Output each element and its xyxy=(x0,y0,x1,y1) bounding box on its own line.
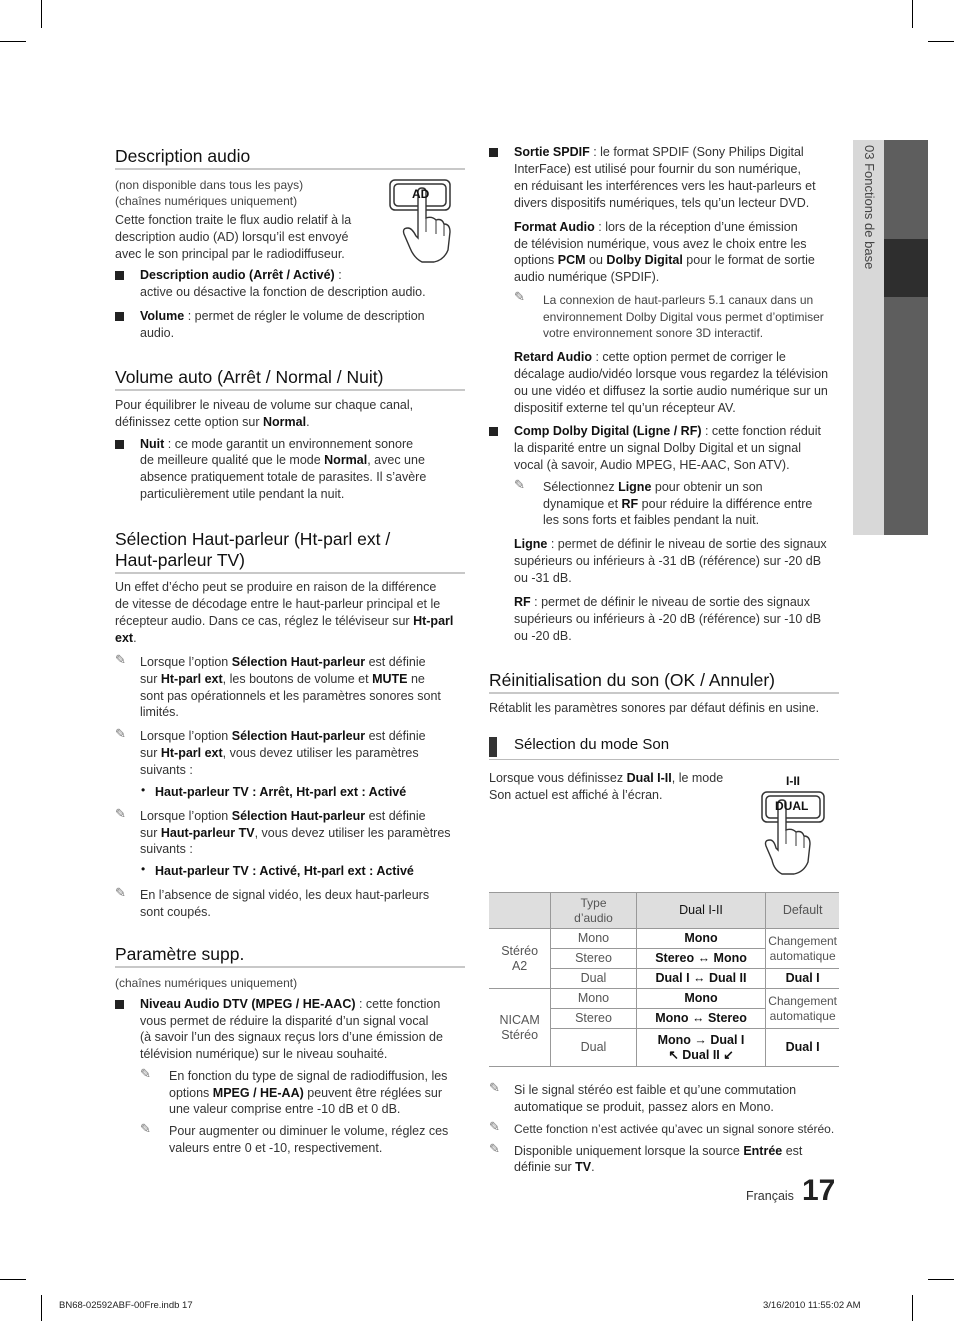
footer-file-info: BN68-02592ABF-00Fre.indb 17 xyxy=(59,1300,193,1311)
table-cell: Mono xyxy=(551,989,637,1009)
paragraph-line: récepteur audio. Dans ce cas, réglez le téléviseur sur Ht-parl xyxy=(115,614,454,628)
crop-mark xyxy=(41,0,42,28)
paragraph-line: définissez cette option sur Normal. xyxy=(115,415,310,429)
sub-item-text: ou -20 dB. xyxy=(514,629,572,643)
sub-item: Format Audio : lors de la réception d’une émission xyxy=(514,220,798,234)
note-line: Si le signal stéréo est faible et qu’une commutation xyxy=(514,1083,797,1097)
bullet-square xyxy=(115,312,124,321)
note-pencil-icon: ✎ xyxy=(489,1119,500,1134)
sub-item-text: ou une vidéo et diffusez la sortie audio numérique sur un xyxy=(514,384,828,398)
table-cell: Dual I xyxy=(766,1029,839,1067)
sub-item-text: supérieurs ou inférieurs à -31 dB (référence) sur -20 dB xyxy=(514,554,822,568)
note-line: une valeur comprise entre -10 dB et 0 dB. xyxy=(169,1102,401,1116)
table-group-label: Stéréo A2 xyxy=(489,929,551,989)
crop-mark xyxy=(41,1295,42,1321)
note-line: environnement Dolby Digital vous permet d’optimiser xyxy=(543,310,824,324)
table-cell: Stereo xyxy=(551,1009,637,1029)
crop-mark xyxy=(0,1279,26,1280)
list-item-text: absence pratiquement totale de parasites. Il s’avère xyxy=(140,470,427,484)
list-item-text: la disparité entre un signal Dolby Digital et un signal xyxy=(514,441,801,455)
list-item: Nuit : ce mode garantit un environnement sonore xyxy=(140,437,414,451)
note-line: sur Ht-parl ext, les boutons de volume et MUTE ne xyxy=(140,672,425,686)
section-title-volume-auto: Volume auto (Arrêt / Normal / Nuit) xyxy=(115,367,384,387)
table-cell: Mono xyxy=(636,929,766,949)
table-header-type: Type d’audio xyxy=(551,893,637,929)
note-line: sur Ht-parl ext, vous devez utiliser les paramètres xyxy=(140,746,419,760)
paragraph-line: Pour équilibrer le niveau de volume sur chaque canal, xyxy=(115,398,414,412)
list-item: Volume : permet de régler le volume de description xyxy=(140,309,425,323)
note-line: Lorsque l’option Sélection Haut-parleur est définie xyxy=(140,655,426,669)
note-line: sur Haut-parleur TV, vous devez utiliser les paramètres xyxy=(140,826,451,840)
sub-item-text: supérieurs ou inférieurs à -20 dB (référence) sur -10 dB xyxy=(514,612,822,626)
sub-item-text: options PCM ou Dolby Digital pour le format de sortie xyxy=(514,253,815,267)
side-tab-dark xyxy=(884,140,928,535)
list-item-text: audio. xyxy=(140,326,175,340)
list-item-text: télévision numérique) sur le niveau souhaité. xyxy=(140,1047,388,1061)
note-line: suivants : xyxy=(140,763,193,777)
paragraph-line: Un effet d’écho peut se produire en raison de la différence xyxy=(115,580,437,594)
note-pencil-icon: ✎ xyxy=(115,806,126,821)
table-header-empty xyxy=(489,893,551,929)
crop-mark xyxy=(912,1295,913,1321)
subsection-rule xyxy=(489,759,839,760)
note-pencil-icon: ✎ xyxy=(489,1141,500,1156)
crop-mark xyxy=(0,41,26,42)
dual-button-label: DUAL xyxy=(775,799,809,813)
section-title-selection-hp: Sélection Haut-parleur (Ht-parl ext / xyxy=(115,529,391,549)
sub-item-text: audio numérique (SPDIF). xyxy=(514,270,660,284)
side-tab-marker xyxy=(884,239,928,297)
paragraph-line: description audio (AD) lorsqu’il est envoyé xyxy=(115,230,349,244)
list-item-text: divers dispositifs numériques, tels qu’un lecteur DVD. xyxy=(514,196,810,210)
paragraph-line: avec le son principal par le radiodiffuseur. xyxy=(115,247,345,261)
note-line: Cette fonction n’est activée qu’avec un signal sonore stéréo. xyxy=(514,1122,835,1136)
list-item-text: en réduisant les interférences vers les haut-parleurs et xyxy=(514,179,816,193)
list-item-text: vous permet de réduire la disparité d’un signal vocal xyxy=(140,1014,429,1028)
list-item-text: InterFace) est utilisé pour fournir du son numérique, xyxy=(514,162,801,176)
note-line: options MPEG / HE-AA) peuvent être réglées sur xyxy=(169,1086,443,1100)
table-cell: Mono ↔ Stereo xyxy=(636,1009,766,1029)
crop-mark xyxy=(928,1279,954,1280)
note-line: Sélectionnez Ligne pour obtenir un son xyxy=(543,480,763,494)
subsection-marker xyxy=(489,737,497,757)
table-cell: Dual I xyxy=(766,969,839,989)
sub-bullet: Haut-parleur TV : Activé, Ht-parl ext : Activé xyxy=(155,864,414,878)
note-line: suivants : xyxy=(140,842,193,856)
table-group-label: NICAM Stéréo xyxy=(489,989,551,1067)
note-line: Lorsque l’option Sélection Haut-parleur est définie xyxy=(140,729,426,743)
availability-text: (chaînes numériques uniquement) xyxy=(115,194,298,208)
table-cell: Stereo ↔ Mono xyxy=(636,949,766,969)
table-header-default: Default xyxy=(766,893,839,929)
paragraph-line: Son actuel est affiché à l’écran. xyxy=(489,788,663,802)
note-line: sont coupés. xyxy=(140,905,211,919)
note-line: sont pas opérationnels et les paramètres sonores sont xyxy=(140,689,441,703)
footer-date: 3/16/2010 11:55:02 AM xyxy=(763,1300,861,1311)
bullet-square xyxy=(489,148,498,157)
crop-mark xyxy=(928,41,954,42)
section-rule xyxy=(115,389,465,391)
list-item-text: (à savoir l’un des signaux reçus lors d’une émission de xyxy=(140,1030,443,1044)
section-rule xyxy=(115,572,465,574)
table-cell: Dual I ↔ Dual II xyxy=(636,969,766,989)
subsection-title-mode-son: Sélection du mode Son xyxy=(514,736,670,753)
note-line: automatique se produit, passez alors en Mono. xyxy=(514,1100,774,1114)
note-pencil-icon: ✎ xyxy=(514,289,525,304)
list-item: Description audio (Arrêt / Activé) : xyxy=(140,268,342,282)
list-item: Sortie SPDIF : le format SPDIF (Sony Philips Digital xyxy=(514,145,804,159)
crop-mark xyxy=(912,0,913,28)
note-pencil-icon: ✎ xyxy=(115,726,126,741)
table-cell: Mono xyxy=(551,929,637,949)
sub-item-text: décalage audio/vidéo lorsque vous regardez la télévision xyxy=(514,367,829,381)
note-line: Disponible uniquement lorsque la source Entrée est xyxy=(514,1144,803,1158)
bullet-square xyxy=(115,1000,124,1009)
note-line: définie sur TV. xyxy=(514,1160,595,1174)
table-cell: Changement automatique xyxy=(766,929,839,969)
section-title-description-audio: Description audio xyxy=(115,146,251,166)
sub-item-text: de télévision numérique, vous avez le choix entre les xyxy=(514,237,807,251)
table-cell: Mono → Dual I ↖ Dual II ↙ xyxy=(636,1029,766,1067)
table-cell: Stereo xyxy=(551,949,637,969)
page-number: 17 xyxy=(802,1174,836,1207)
sub-item-text: ou -31 dB. xyxy=(514,571,572,585)
list-item-text: active ou désactive la fonction de description audio. xyxy=(140,285,426,299)
table-cell: Changement automatique xyxy=(766,989,839,1029)
paragraph-line: Rétablit les paramètres sonores par défaut définis en usine. xyxy=(489,701,820,715)
availability-text: (chaînes numériques uniquement) xyxy=(115,976,298,990)
section-rule xyxy=(115,168,465,170)
note-line: Lorsque l’option Sélection Haut-parleur est définie xyxy=(140,809,426,823)
sub-bullet: Haut-parleur TV : Arrêt, Ht-parl ext : Activé xyxy=(155,785,407,799)
list-item-text: vocal (à savoir, Audio MPEG, HE-AAC, Son ATV). xyxy=(514,458,790,472)
dual-button-top-label: I-II xyxy=(786,774,800,788)
ad-button-label: AD xyxy=(412,187,430,201)
note-line: valeurs entre 0 et -10, respectivement. xyxy=(169,1141,383,1155)
note-pencil-icon: ✎ xyxy=(514,477,525,492)
list-item-text: de meilleure qualité que le mode Normal, avec une xyxy=(140,453,425,467)
table-cell: Mono xyxy=(636,989,766,1009)
paragraph-line: Cette fonction traite le flux audio relatif à la xyxy=(115,213,352,227)
paragraph-line: Lorsque vous définissez Dual I-II, le mode xyxy=(489,771,724,785)
sub-item-text: dispositif externe tel qu’un récepteur AV. xyxy=(514,401,736,415)
note-pencil-icon: ✎ xyxy=(489,1080,500,1095)
note-line: les sons forts et faibles pendant la nuit. xyxy=(543,513,760,527)
note-pencil-icon: ✎ xyxy=(140,1066,151,1081)
note-pencil-icon: ✎ xyxy=(140,1121,151,1136)
note-line: votre environnement sonore 3D interactif. xyxy=(543,326,764,340)
footer-language: Français xyxy=(746,1189,794,1203)
note-line: dynamique et RF pour réduire la différence entre xyxy=(543,497,813,511)
paragraph-line: ext. xyxy=(115,631,137,645)
section-title-selection-hp: Haut-parleur TV) xyxy=(115,550,246,570)
note-pencil-icon: ✎ xyxy=(115,885,126,900)
table-header-dual: Dual I-II xyxy=(636,893,766,929)
note-line: En l’absence de signal vidéo, les deux haut-parleurs xyxy=(140,888,430,902)
availability-text: (non disponible dans tous les pays) xyxy=(115,178,304,192)
table-cell: Dual xyxy=(551,969,637,989)
bullet-square xyxy=(489,427,498,436)
note-line: limités. xyxy=(140,705,179,719)
bullet-dot: • xyxy=(141,862,146,876)
sub-item: RF : permet de définir le niveau de sortie des signaux xyxy=(514,595,810,609)
list-item: Comp Dolby Digital (Ligne / RF) : cette fonction réduit xyxy=(514,424,822,438)
sub-item: Ligne : permet de définir le niveau de sortie des signaux xyxy=(514,537,827,551)
bullet-square xyxy=(115,440,124,449)
sub-item: Retard Audio : cette option permet de corriger le xyxy=(514,350,786,364)
sound-mode-table xyxy=(489,892,839,1067)
section-rule xyxy=(489,692,839,694)
note-line: Pour augmenter ou diminuer le volume, réglez ces xyxy=(169,1124,449,1138)
list-item-text: particulièrement utile pendant la nuit. xyxy=(140,487,345,501)
section-title-reinitialisation: Réinitialisation du son (OK / Annuler) xyxy=(489,670,775,690)
note-line: La connexion de haut-parleurs 5.1 canaux dans un xyxy=(543,293,814,307)
section-rule xyxy=(115,966,465,968)
note-line: En fonction du type de signal de radiodiffusion, les xyxy=(169,1069,448,1083)
side-tab-label: 03 Fonctions de base xyxy=(862,145,877,270)
paragraph-line: de vitesse de décodage entre le haut-parleur principal et le xyxy=(115,597,441,611)
table-cell: Dual xyxy=(551,1029,637,1067)
bullet-dot: • xyxy=(141,783,146,797)
bullet-square xyxy=(115,271,124,280)
section-title-parametre-supp: Paramètre supp. xyxy=(115,944,245,964)
note-pencil-icon: ✎ xyxy=(115,652,126,667)
list-item: Niveau Audio DTV (MPEG / HE-AAC) : cette fonction xyxy=(140,997,441,1011)
